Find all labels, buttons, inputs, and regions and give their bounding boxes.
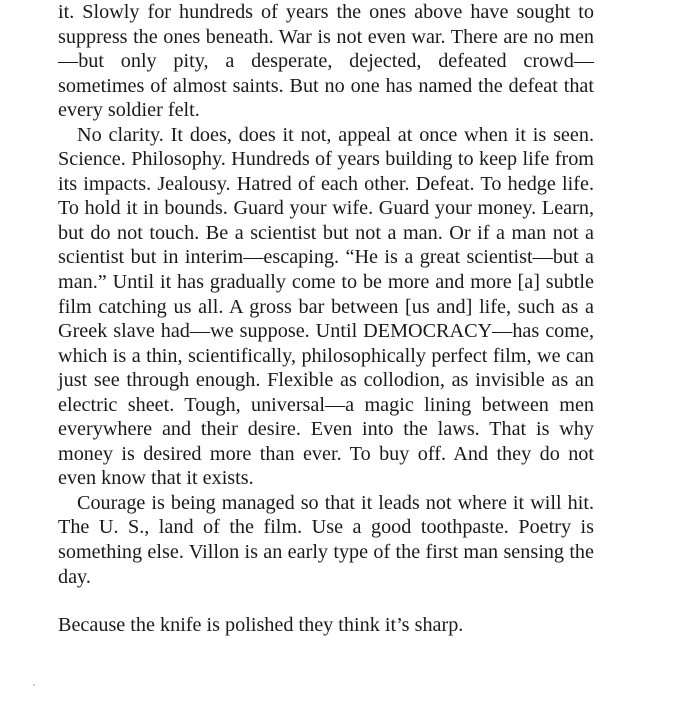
section-gap (58, 589, 594, 613)
page-speck (33, 684, 35, 686)
paragraph-1: it. Slowly for hundreds of years the ones above have sought to suppress the ones beneath. War is not even war. There are no men—but only pity, a desperate, dejected, defeated crowd—sometimes of almost saints. But no one has named the defeat that every soldier felt. (58, 1, 594, 122)
paragraph-3: Courage is being managed so that it leads not where it will hit. The U. S., land of the film. Use a good toothpaste. Poetry is something else. Villon is an early type of the first man sensing the day. (58, 491, 594, 588)
page-text (58, 0, 594, 638)
paragraph-2: No clarity. It does, does it not, appeal at once when it is seen. Science. Philosophy. Hundreds of years building to keep life from its impacts. Jealousy. Hatred of each other. Defeat. To hedge life. To hold it in bounds. Guard your wife. Guard your money. Learn, but do not touch. Be a scientist but not a man. Or if a man not a scientist but in interim—escaping. “He is a great scientist—but a man.” Until it has gradually come to be more and more [a] subtle film catching us all. A gross bar between [us and] life, such as a Greek slave had—we suppose. Until DEMOCRACY—has come, which is a thin, scientifically, philosophically perfect film, we can just see through enough. Flexible as collodion, as invisible as an electric sheet. Tough, universal—a magic lining between men everywhere and their desire. Even into the laws. That is why money is desired more than ever. To buy off. And they do not even know that it exists. (58, 123, 594, 490)
closing-line: Because the knife is polished they think it’s sharp. (58, 614, 464, 637)
